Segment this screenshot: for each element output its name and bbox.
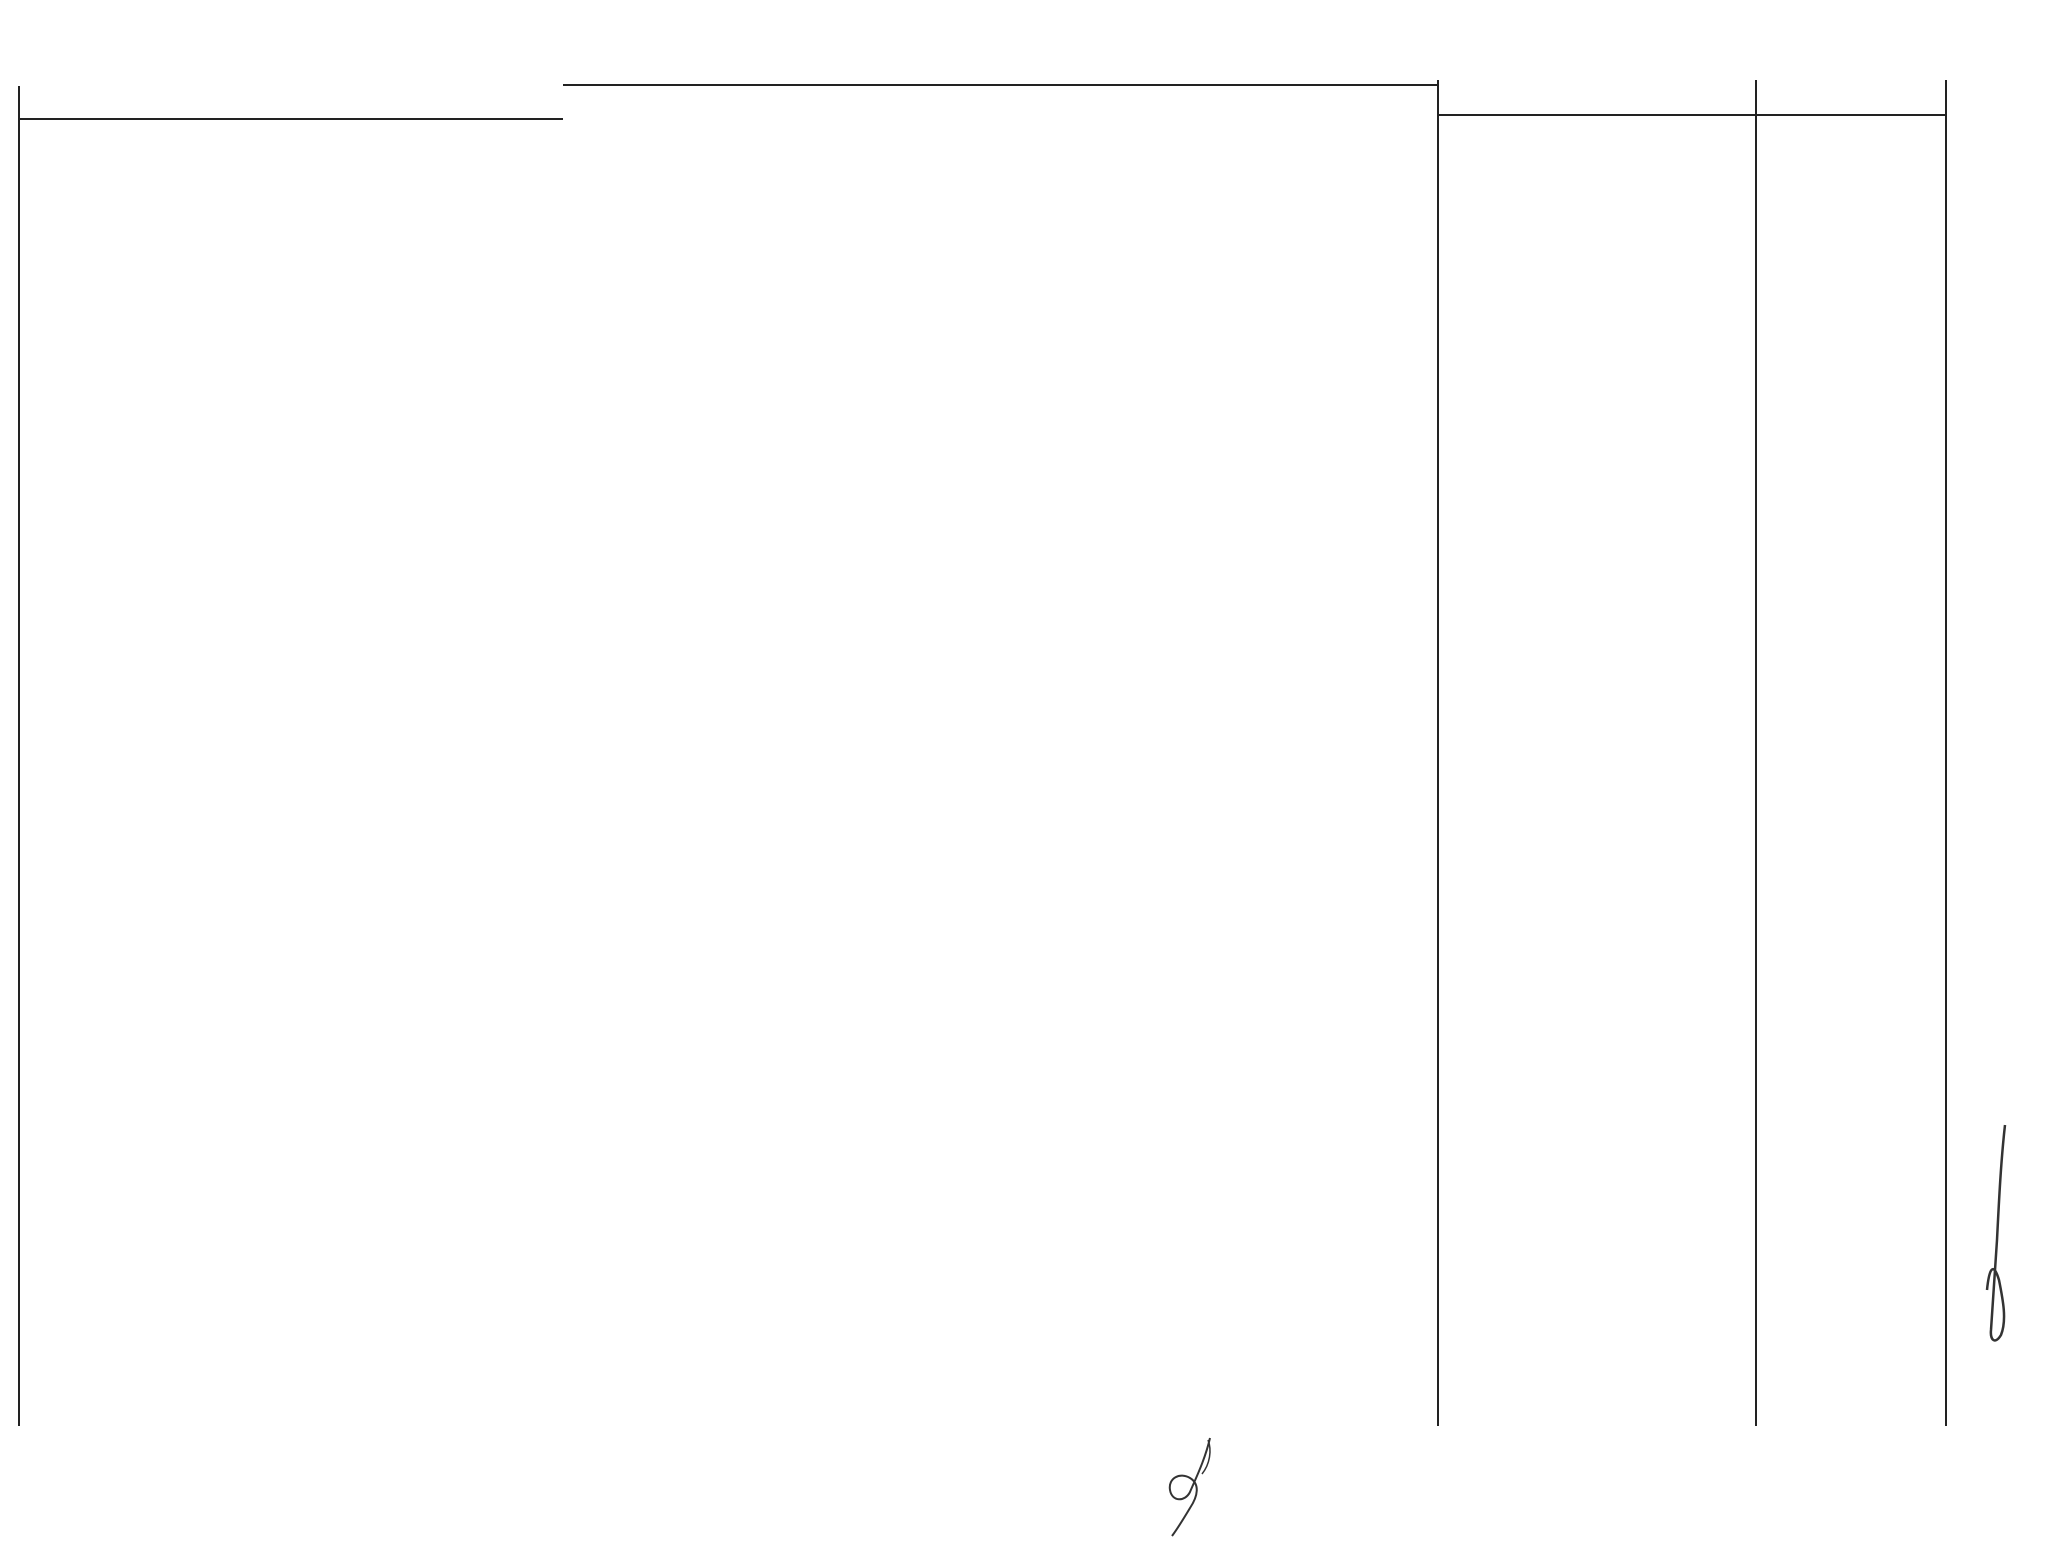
signature-margin-right bbox=[1975, 1120, 2025, 1350]
top-rule-right bbox=[1437, 114, 1947, 116]
left-frame-line bbox=[18, 86, 20, 1426]
right-frame-line bbox=[1945, 80, 1947, 1426]
top-rule-left bbox=[18, 118, 563, 120]
status-divider-line bbox=[1755, 80, 1757, 1426]
signature-initial-bottom bbox=[1150, 1430, 1240, 1540]
area-divider-line bbox=[1437, 80, 1439, 1426]
table-top-rule bbox=[563, 84, 1439, 86]
